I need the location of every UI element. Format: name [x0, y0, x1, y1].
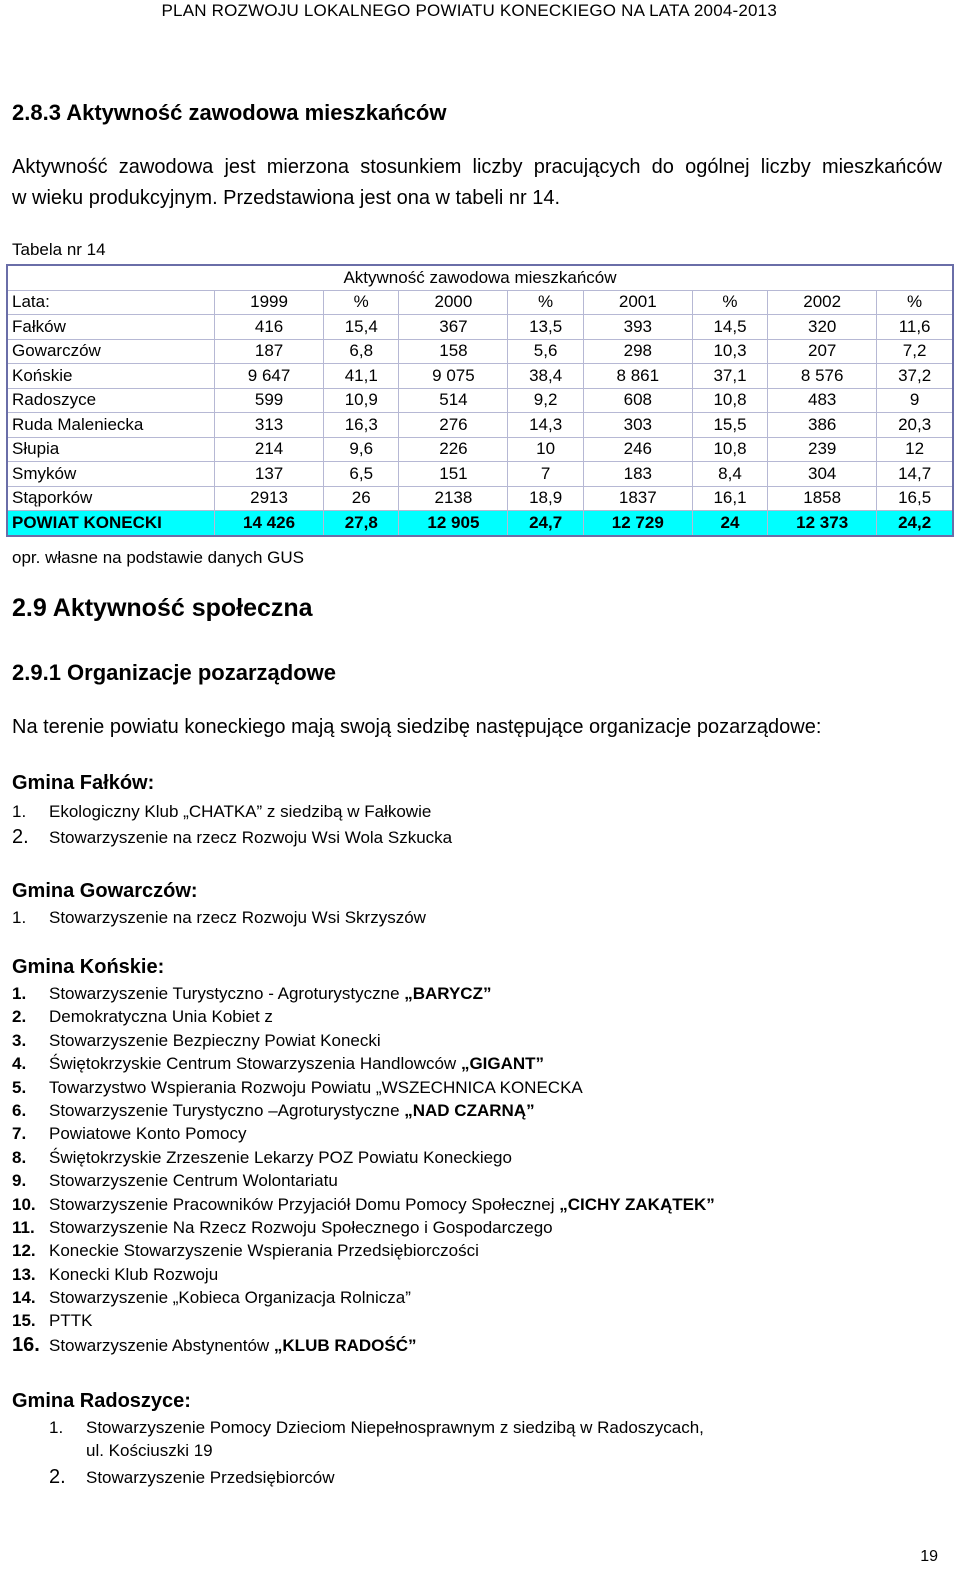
item-text	[49, 1122, 247, 1145]
heading-2-9-1: 2.9.1 Organizacje pozarządowe	[12, 660, 337, 685]
table-cell: 2001	[583, 290, 692, 315]
table-cell: 38,4	[508, 364, 583, 389]
table-cell: 14 426	[215, 511, 324, 536]
table-row	[7, 388, 953, 413]
item-number: 1.	[12, 984, 27, 1003]
table-cell: 9 647	[215, 364, 324, 389]
table-cell: 12	[877, 437, 953, 462]
item-text-main: Ekologiczny Klub „CHATKA” z siedzibą w Fałkowie	[49, 802, 432, 821]
table-cell: 313	[215, 413, 324, 438]
item-text-main: Stowarzyszenie Turystyczno –Agroturystyczne	[49, 1100, 405, 1120]
table-cell: 9 075	[399, 364, 508, 389]
table-cell: 10,3	[692, 339, 767, 364]
table-cell: 2000	[399, 290, 508, 315]
table-cell: 10,8	[692, 388, 767, 413]
row-label: POWIAT KONECKI	[7, 511, 215, 536]
paragraph-line-2: w wieku produkcyjnym. Przedstawiona jest ona w tabeli nr 14.	[12, 187, 561, 209]
table-row	[7, 437, 953, 462]
item-text-main: Stowarzyszenie Bezpieczny Powiat Konecki	[49, 1030, 381, 1050]
table-cell: 393	[583, 315, 692, 340]
table-cell: 183	[583, 462, 692, 487]
table-cell: 6,8	[324, 339, 399, 364]
table-cell: 10	[508, 437, 583, 462]
table-cell: 26	[324, 486, 399, 511]
activity-table	[6, 264, 954, 537]
table-cell: 7,2	[877, 339, 953, 364]
row-label: Lata:	[7, 290, 215, 315]
table-cell: 16,5	[877, 486, 953, 511]
row-label: Słupia	[7, 437, 215, 462]
table-cell: 14,5	[692, 315, 767, 340]
table-cell: 37,2	[877, 364, 953, 389]
row-label: Ruda Maleniecka	[7, 413, 215, 438]
heading-2-9: 2.9 Aktywność społeczna	[12, 594, 313, 622]
gmina-radoszyce-title: Gmina Radoszyce:	[12, 1390, 191, 1412]
table-source: opr. własne na podstawie danych GUS	[12, 548, 305, 567]
table-cell: 20,3	[877, 413, 953, 438]
item-number: 4.	[12, 1054, 27, 1074]
item-text	[49, 1286, 411, 1309]
table-cell: 226	[399, 437, 508, 462]
item-number: 12.	[12, 1241, 36, 1261]
table-cell: %	[692, 290, 767, 315]
table-cell: 14,7	[877, 462, 953, 487]
item-text	[49, 982, 491, 1005]
item-text-main: Powiatowe Konto Pomocy	[49, 1124, 247, 1144]
item-text-main: Towarzystwo Wspierania Rozwoju Powiatu „WSZECHNICA KONECKA	[49, 1077, 583, 1097]
table-row	[7, 413, 953, 438]
item-text-bold: „GIGANT”	[460, 1054, 545, 1074]
item-text	[49, 800, 431, 823]
table-cell: 11,6	[877, 315, 953, 340]
item-number: 2.	[49, 1466, 66, 1488]
item-text	[49, 1263, 218, 1286]
table-cell: 514	[399, 388, 508, 413]
gmina-konskie-title: Gmina Końskie:	[12, 956, 165, 978]
item-text	[49, 1169, 338, 1192]
table-cell: 304	[768, 462, 877, 487]
item-text-main: Stowarzyszenie Turystyczno - Agroturystyczne	[49, 984, 405, 1003]
table-cell: 14,3	[508, 413, 583, 438]
item-text	[49, 1193, 715, 1216]
table-cell: 1999	[215, 290, 324, 315]
heading-2-8-3: 2.8.3 Aktywność zawodowa mieszkańców	[12, 100, 447, 125]
item-number: 3.	[12, 1030, 27, 1050]
table-cell: %	[508, 290, 583, 315]
item-number: 14.	[12, 1288, 36, 1308]
table-cell: 41,1	[324, 364, 399, 389]
item-number: 7.	[12, 1124, 27, 1144]
item-number: 16.	[12, 1334, 40, 1357]
item-text-main: Stowarzyszenie Pomocy Dzieciom Niepełnosprawnym z siedzibą w Radoszycach,	[86, 1418, 704, 1437]
table-cell: 608	[583, 388, 692, 413]
table-cell: 12 905	[399, 511, 508, 536]
table-cell: 5,6	[508, 339, 583, 364]
organizations-intro: Na terenie powiatu koneckiego mają swoją siedzibę następujące organizacje pozarządowe:	[12, 716, 822, 738]
table-cell: 214	[215, 437, 324, 462]
table-row	[7, 462, 953, 487]
item-number: 8.	[12, 1147, 27, 1167]
table-row	[7, 339, 953, 364]
table-cell: 151	[399, 462, 508, 487]
table-cell: 10,9	[324, 388, 399, 413]
table-cell: 207	[768, 339, 877, 364]
row-label: Fałków	[7, 315, 215, 340]
item-text-main: Stowarzyszenie Abstynentów	[49, 1336, 274, 1356]
table-cell: 15,5	[692, 413, 767, 438]
item-number: 9.	[12, 1171, 27, 1191]
item-number: 6.	[12, 1100, 27, 1120]
item-text-bold: „BARYCZ”	[404, 984, 492, 1003]
table-cell: %	[324, 290, 399, 315]
row-label: Końskie	[7, 364, 215, 389]
table-cell: 137	[215, 462, 324, 487]
page-number: 19	[920, 1548, 938, 1565]
table-cell: 12 729	[583, 511, 692, 536]
table-cell: 13,5	[508, 315, 583, 340]
item-text-bold: „NAD CZARNĄ”	[404, 1100, 535, 1120]
item-text	[49, 826, 452, 849]
table-cell: 2913	[215, 486, 324, 511]
item-text	[49, 906, 426, 929]
table-cell: 386	[768, 413, 877, 438]
row-label: Gowarczów	[7, 339, 215, 364]
item-number: 1.	[12, 802, 27, 821]
table-cell: 8,4	[692, 462, 767, 487]
item-text	[49, 1239, 479, 1262]
item-number: 2.	[12, 1007, 27, 1027]
item-number: 13.	[12, 1264, 36, 1284]
item-number: 1.	[49, 1418, 64, 1437]
table-cell: 12 373	[768, 511, 877, 536]
table-cell: 9,6	[324, 437, 399, 462]
gmina-falkow-title: Gmina Fałków:	[12, 772, 155, 794]
item-text-continued: ul. Kościuszki 19	[86, 1441, 213, 1460]
item-text-main: Konecki Klub Rozwoju	[49, 1264, 219, 1284]
paragraph-line-1: Aktywność zawodowa jest mierzona stosunkiem liczby pracujących do ogólnej liczby mieszkańców	[12, 156, 942, 178]
item-number: 5.	[12, 1077, 27, 1097]
table-row	[7, 486, 953, 511]
table-cell: 276	[399, 413, 508, 438]
table-cell: 298	[583, 339, 692, 364]
table-cell: 15,4	[324, 315, 399, 340]
item-text	[49, 1076, 583, 1099]
table-cell: 599	[215, 388, 324, 413]
table-cell: 367	[399, 315, 508, 340]
table-cell: 2138	[399, 486, 508, 511]
item-text	[49, 1309, 92, 1332]
item-text	[49, 1099, 535, 1122]
table-cell: 246	[583, 437, 692, 462]
intro-paragraph	[12, 152, 942, 214]
table-caption: Tabela nr 14	[12, 240, 106, 259]
item-number: 10.	[12, 1194, 36, 1214]
table-cell: 416	[215, 315, 324, 340]
table-cell: 16,1	[692, 486, 767, 511]
item-text-main: Świętokrzyskie Centrum Stowarzyszenia Handlowców	[49, 1054, 461, 1074]
item-text-bold: „CICHY ZAKĄTEK”	[559, 1194, 715, 1214]
item-number: 11.	[12, 1217, 35, 1237]
item-text	[49, 1334, 417, 1357]
item-text	[86, 1466, 335, 1489]
table-cell: 2002	[768, 290, 877, 315]
table-cell: 10,8	[692, 437, 767, 462]
item-number: 1.	[12, 908, 27, 927]
item-text-main: Stowarzyszenie Na Rzecz Rozwoju Społecznego i Gospodarczego	[49, 1217, 553, 1237]
table-cell: 24,2	[877, 511, 953, 536]
item-text-main: PTTK	[49, 1311, 93, 1331]
row-label: Smyków	[7, 462, 215, 487]
item-text-main: Koneckie Stowarzyszenie Wspierania Przedsiębiorczości	[49, 1241, 479, 1261]
item-text-main: Stowarzyszenie na rzecz Rozwoju Wsi Wola Szkucka	[49, 828, 453, 847]
table-cell: %	[877, 290, 953, 315]
table-cell: 320	[768, 315, 877, 340]
table-cell: 8 576	[768, 364, 877, 389]
item-text-main: Stowarzyszenie na rzecz Rozwoju Wsi Skrzyszów	[49, 908, 426, 927]
item-text	[49, 1029, 381, 1052]
row-label: Radoszyce	[7, 388, 215, 413]
table-cell: 1858	[768, 486, 877, 511]
table-title: Aktywność zawodowa mieszkańców	[7, 265, 953, 290]
item-text-main: Stowarzyszenie Przedsiębiorców	[86, 1468, 335, 1487]
item-text-main: Stowarzyszenie Centrum Wolontariatu	[49, 1171, 338, 1191]
table-cell: 303	[583, 413, 692, 438]
table-cell: 24	[692, 511, 767, 536]
table-row	[7, 315, 953, 340]
row-label: Stąporków	[7, 486, 215, 511]
item-text	[49, 1005, 273, 1028]
item-text	[49, 1052, 544, 1075]
table-cell: 27,8	[324, 511, 399, 536]
table-cell: 483	[768, 388, 877, 413]
running-header: PLAN ROZWOJU LOKALNEGO POWIATU KONECKIEGO NA LATA 2004-2013	[161, 1, 777, 20]
table-cell: 239	[768, 437, 877, 462]
item-number: 15.	[12, 1311, 36, 1331]
item-text-main: Stowarzyszenie Pracowników Przyjaciół Domu Pomocy Społecznej	[49, 1194, 560, 1214]
item-text-main: Świętokrzyskie Zrzeszenie Lekarzy POZ Powiatu Koneckiego	[49, 1147, 512, 1167]
item-text-bold: „KLUB RADOŚĆ”	[273, 1336, 417, 1356]
table-cell: 16,3	[324, 413, 399, 438]
table-cell: 9,2	[508, 388, 583, 413]
table-cell: 7	[508, 462, 583, 487]
table-cell: 187	[215, 339, 324, 364]
table-row	[7, 364, 953, 389]
item-number: 2.	[12, 826, 29, 848]
item-text-main: Stowarzyszenie „Kobieca Organizacja Rolnicza”	[49, 1288, 411, 1308]
table-total-row	[7, 511, 953, 536]
item-text	[49, 1146, 512, 1169]
table-cell: 1837	[583, 486, 692, 511]
item-text	[86, 1416, 704, 1462]
table-cell: 24,7	[508, 511, 583, 536]
table-header-row	[7, 290, 953, 315]
table-cell: 158	[399, 339, 508, 364]
table-cell: 18,9	[508, 486, 583, 511]
gmina-gowarczow-title: Gmina Gowarczów:	[12, 880, 198, 902]
table-cell: 8 861	[583, 364, 692, 389]
table-cell: 37,1	[692, 364, 767, 389]
table-cell: 6,5	[324, 462, 399, 487]
table-cell: 9	[877, 388, 953, 413]
item-text	[49, 1216, 553, 1239]
item-text-main: Demokratyczna Unia Kobiet z	[49, 1007, 273, 1027]
